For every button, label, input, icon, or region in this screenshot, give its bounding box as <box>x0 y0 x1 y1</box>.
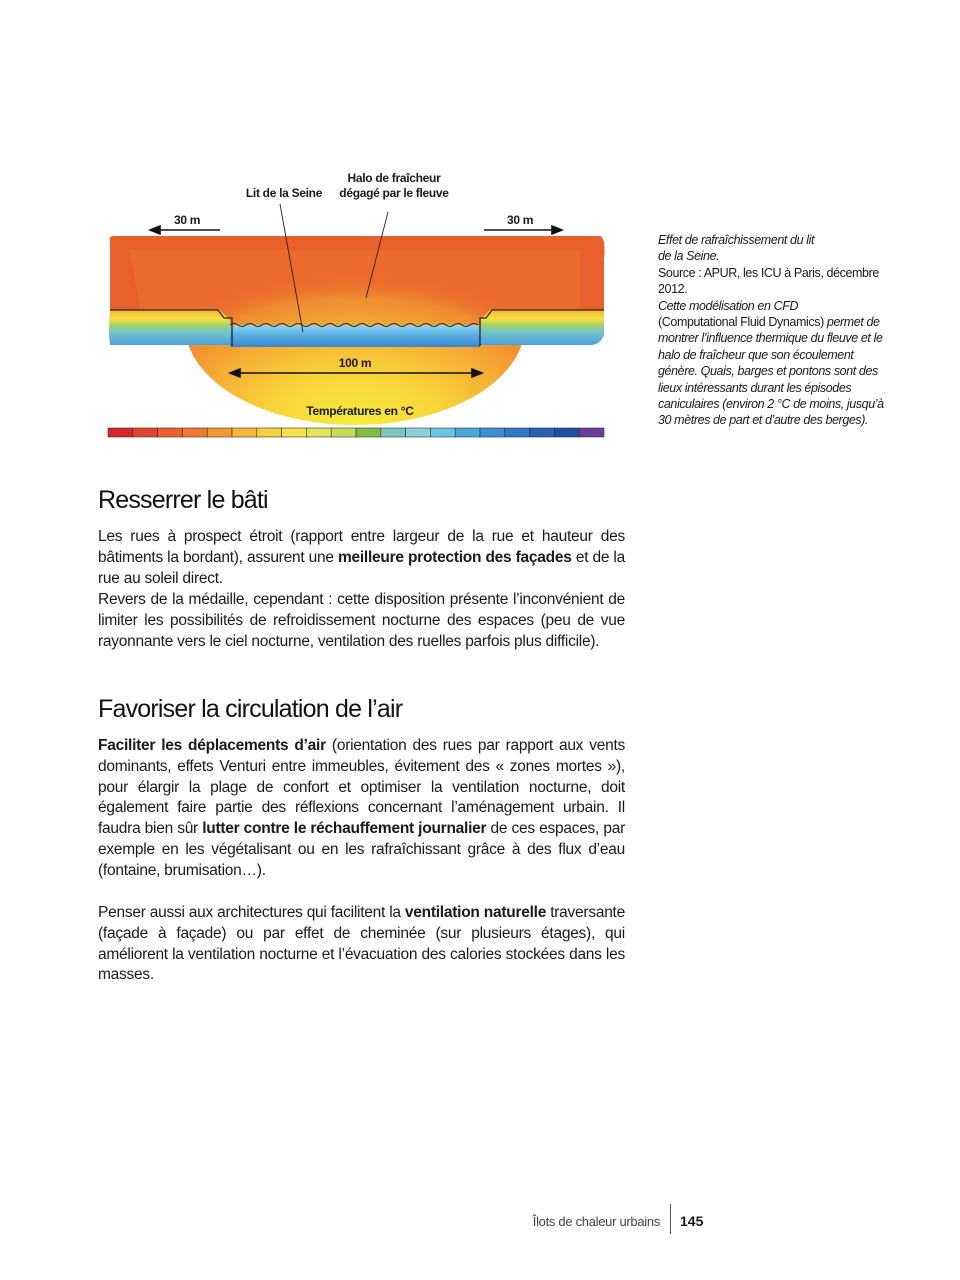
scale-swatch <box>158 428 183 437</box>
s2p2-text-a: Penser aussi aux architectures qui facilitent la <box>98 904 405 921</box>
scale-swatch <box>430 428 455 437</box>
scale-swatch <box>257 428 282 437</box>
caption-source: Source : APUR, les ICU à Paris, décembre 2012. <box>658 265 879 297</box>
scale-swatch <box>108 428 133 437</box>
s2p1-text-d: de ces espaces, par exemple en les végétalisant ou en les rafraîchissant grâce à des flux d’eau (fontaine, brumisation…). <box>98 820 625 879</box>
scale-swatch <box>356 428 381 437</box>
scale-swatch <box>306 428 331 437</box>
caption-text-b: (Computational Fluid Dynamics) <box>658 315 824 330</box>
scale-swatch <box>579 428 604 437</box>
section1-paragraph2: Revers de la médaille, cependant : cette disposition présente l’inconvénient de limiter les possibilités de refroidissement nocturne des espaces (peu de vue rayonnante vers le ciel nocturne, ventilation des ruelles parfois plus difficile). <box>98 591 625 650</box>
section2-title: Favoriser la circulation de l’air <box>98 695 403 723</box>
s1p1-bold: meilleure protection des façades <box>337 548 572 566</box>
scale-swatch <box>282 428 307 437</box>
scale-swatch <box>207 428 232 437</box>
caption-title-line2: de la Seine. <box>658 249 720 264</box>
caption-body <box>658 298 888 429</box>
scale-swatch <box>331 428 356 437</box>
scale-swatch <box>133 428 158 437</box>
temperature-color-scale <box>108 428 604 437</box>
scale-swatch <box>480 428 505 437</box>
s2p1-bold-c: lutter contre le réchauffement journalier <box>202 820 487 838</box>
s2p2-text-c: traversante (façade à façade) ou par effet de cheminée (sur plusieurs étages), qui améliorent la ventilation nocturne et l’évacuation des calories stockées dans les masses. <box>98 904 625 984</box>
section2-paragraph1 <box>98 736 625 882</box>
halo-label-line2: dégagé par le fleuve <box>339 186 449 200</box>
scale-swatch <box>182 428 207 437</box>
scale-swatch <box>455 428 480 437</box>
s1p1-text-a: Les rues à prospect étroit (rapport entre largeur de la rue et hauteur des bâtiments la bordant), assurent une <box>98 528 625 566</box>
scale-swatch <box>381 428 406 437</box>
caption-text-c: permet de montrer l’influence thermique du fleuve et le halo de fraîcheur que son écoulement génère. Quais, barges et pontons sont des lieux intéressants durant les épisodes caniculaires (environ 2 °C de moins, jusqu’à 30 mètres de part et d’autre des berges). <box>658 315 884 428</box>
left-distance-arrow <box>150 226 220 234</box>
right-bank <box>480 310 604 345</box>
figure-caption <box>658 232 888 429</box>
halo-label-line1: Halo de fraîcheur <box>347 171 441 185</box>
left-distance-label: 30 m <box>174 213 201 227</box>
scale-swatch <box>232 428 257 437</box>
scale-swatch <box>505 428 530 437</box>
river-bed-label: Lit de la Seine <box>245 186 323 200</box>
s2p1-text-b: (orientation des rues par rapport aux vents dominants, effets Venturi entre immeubles, évitement des « zones mortes »), pour élargir la plage de confort et optimiser la ventilation nocturne, doit également faire partie des réflexions concernant l’aménagement urbain. Il faudra bien sûr <box>98 737 625 838</box>
section2-paragraph2 <box>98 903 625 986</box>
caption-title-line1: Effet de rafraîchissement du lit <box>658 233 815 247</box>
section1-title: Resserrer le bâti <box>98 486 268 514</box>
section1-paragraph1 <box>98 527 625 589</box>
scale-swatch <box>530 428 555 437</box>
left-bank <box>109 310 230 345</box>
temperature-legend-title: Températures en °C <box>306 404 414 418</box>
caption-text-a: Cette modélisation en CFD <box>658 298 799 313</box>
s2p1-bold-a: Faciliter les déplacements d’air <box>98 737 326 754</box>
scale-swatch <box>406 428 431 437</box>
river-width-label: 100 m <box>338 356 372 370</box>
right-distance-label: 30 m <box>507 213 534 227</box>
river-water <box>230 325 480 347</box>
running-footer-title: Îlots de chaleur urbains <box>532 1214 660 1229</box>
s1p1-text-c: et de la rue au soleil direct. <box>98 548 625 587</box>
scale-swatch <box>554 428 579 437</box>
page-number: 145 <box>680 1213 704 1229</box>
footer-divider <box>670 1204 671 1234</box>
right-distance-arrow <box>484 226 562 234</box>
s2p2-bold: ventilation naturelle <box>404 904 547 921</box>
